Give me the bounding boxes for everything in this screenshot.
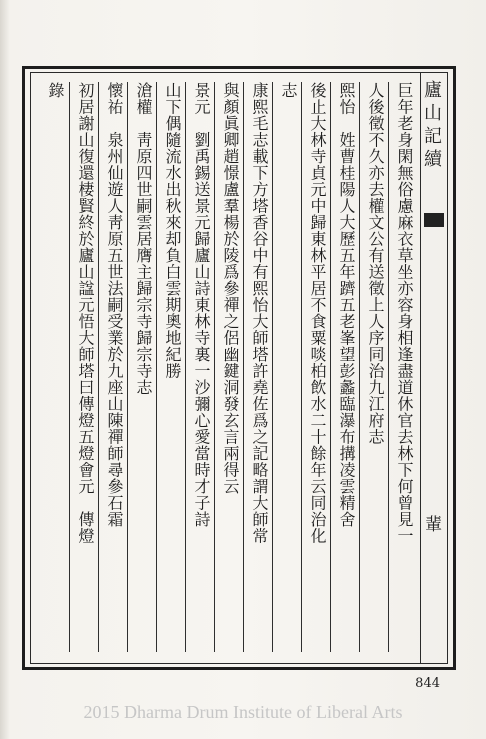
text-column (98, 82, 122, 652)
column-text: 山下偶隨流水出秋來却負白雲期奧地紀勝 (163, 82, 182, 379)
column-text: 後止大林寺貞元中歸東林平居不食粟啖柏飲水二十餘年云同治化 (308, 82, 327, 544)
text-column (243, 82, 267, 652)
column-text: 懷祐 泉州仙遊人靑原五世法嗣受業於九座山陳禪師尋參石霜 (105, 82, 124, 528)
spine-black-bar (424, 213, 444, 227)
text-column (127, 82, 151, 652)
page-number: 844 (415, 676, 440, 691)
spine-title: 廬山記續 (421, 80, 442, 172)
page-edge (0, 0, 10, 739)
column-text: 熙怡 姓曹桂陽人大歷五年躋五老峯望彭蠡臨瀑布搆凌雲精舍 (337, 82, 356, 528)
text-column (272, 82, 296, 652)
spine-mark: 輩 (421, 515, 441, 532)
text-column (40, 82, 64, 652)
column-text: 初居謝山復還棲賢終於廬山諡元悟大師塔曰傳燈五燈會元 傳燈 (76, 82, 95, 544)
text-column (185, 82, 209, 652)
text-column (301, 82, 325, 652)
watermark: 2015 Dharma Drum Institute of Liberal Arts (83, 702, 403, 722)
column-text: 康熙毛志載下方塔香谷中有熙怡大師塔許堯佐爲之記略謂大師常 (250, 82, 269, 544)
column-text: 滄權 靑原四世嗣雲居膺主歸宗寺歸宗寺志 (134, 82, 153, 396)
text-column (69, 82, 93, 652)
text-column (156, 82, 180, 652)
column-text: 與顏眞卿趙憬盧羣楊於陵爲參禪之侶幽鍵洞發玄言兩得云 (221, 82, 240, 495)
text-column (359, 82, 383, 652)
column-text: 巨年老身閑無俗慮麻衣草坐亦容身相逢盡道休官去林下何曾見一 (395, 82, 414, 544)
text-column (330, 82, 354, 652)
column-text: 景元 劉禹錫送景元歸廬山詩東林寺裏一沙彌心愛當時才子詩 (192, 82, 211, 528)
text-column (388, 82, 412, 652)
column-text: 錄 (46, 82, 65, 99)
text-block (40, 82, 412, 652)
text-column (214, 82, 238, 652)
column-text: 人後徵不久亦去權文公有送徵上人序同治九江府志 (366, 82, 385, 445)
column-text: 志 (279, 82, 298, 99)
